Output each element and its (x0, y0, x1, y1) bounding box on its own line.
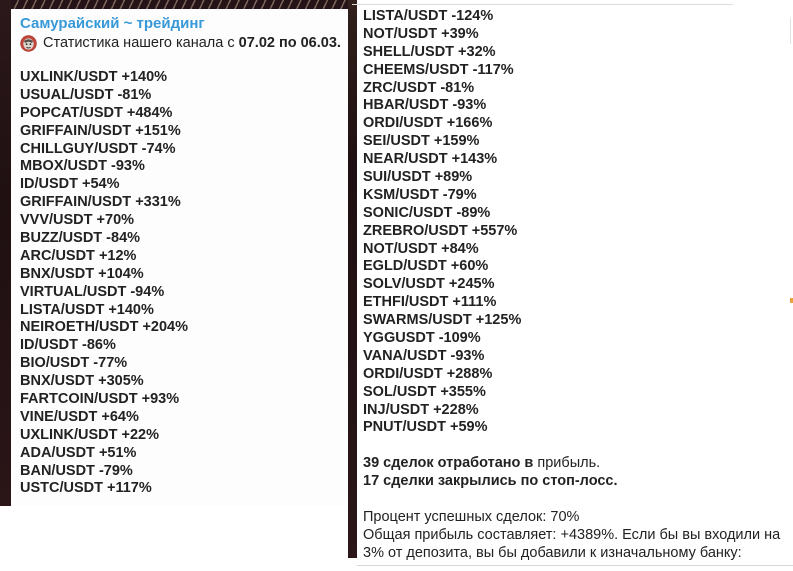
pair-result-line: EGLD/USDT +60% (363, 258, 489, 275)
pair-result-line: ID/USDT -86% (20, 337, 116, 354)
pair-result-line: SWARMS/USDT +125% (363, 312, 522, 329)
screenshot-top-border (352, 4, 733, 5)
pair-result-line: NOT/USDT +84% (363, 240, 479, 257)
pair-result-line: ETHFI/USDT +111% (363, 294, 497, 311)
pair-result-line: NEAR/USDT +143% (363, 151, 498, 168)
pair-result-line: FARTCOIN/USDT +93% (20, 391, 180, 408)
summary-profit-trades: 39 сделок отработано в прибыль. (363, 455, 601, 472)
pair-result-line: KSM/USDT -79% (363, 186, 477, 203)
pair-result-line: CHILLGUY/USDT -74% (20, 140, 176, 157)
pair-result-line: SOLV/USDT +245% (363, 276, 495, 293)
pair-result-line: GRIFFAIN/USDT +151% (20, 122, 181, 139)
pair-result-line: LISTA/USDT +140% (20, 301, 154, 318)
pair-result-line: USTC/USDT +117% (20, 480, 152, 497)
pair-result-line: USUAL/USDT -81% (20, 86, 152, 103)
pair-result-line: ORDI/USDT +166% (363, 115, 493, 132)
pair-result-line: BAN/USDT -79% (20, 462, 133, 479)
subtitle-text: Статистика нашего канала с 07.02 по 06.03. (43, 35, 341, 51)
pair-result-line: MBOX/USDT -93% (20, 158, 145, 175)
samurai-emoji-icon (20, 35, 37, 52)
pair-result-line: INJ/USDT +228% (363, 401, 479, 418)
pair-result-line: ZREBRO/USDT +557% (363, 222, 518, 239)
screenshot-bottom-border (357, 565, 793, 566)
pair-result-line: CHEEMS/USDT -117% (363, 61, 514, 78)
pairs-list-left (20, 69, 348, 498)
chat-background-divider-strip (348, 0, 357, 558)
pair-result-line: SUI/USDT +89% (363, 169, 473, 186)
pair-result-line: PNUT/USDT +59% (363, 419, 488, 436)
pair-result-line: UXLINK/USDT +140% (20, 69, 168, 85)
pair-result-line: VINE/USDT +64% (20, 408, 139, 425)
message-continuation-right (357, 0, 793, 571)
pair-result-line: BNX/USDT +104% (20, 265, 144, 282)
screenshot-right-border (790, 18, 791, 44)
pair-result-line: BIO/USDT -77% (20, 355, 128, 372)
chat-background-left-strip (0, 0, 11, 506)
pair-result-line: VIRTUAL/USDT -94% (20, 283, 165, 300)
chat-background-top-strip (0, 0, 352, 9)
pair-result-line: LISTA/USDT -124% (363, 8, 494, 24)
pairs-list-right (363, 8, 793, 437)
pair-result-line: ZRC/USDT -81% (363, 79, 475, 96)
blank-line (363, 437, 793, 455)
pair-result-line: POPCAT/USDT +484% (20, 104, 173, 121)
pair-result-line: BNX/USDT +305% (20, 373, 144, 390)
channel-name[interactable]: Самурайский ~ трейдинг (20, 15, 205, 32)
pair-result-line: SONIC/USDT -89% (363, 204, 491, 221)
pair-result-line: SEI/USDT +159% (363, 133, 480, 150)
pair-result-line: BUZZ/USDT -84% (20, 230, 141, 247)
pair-result-line: SOL/USDT +355% (363, 383, 486, 400)
pair-result-line: SHELL/USDT +32% (363, 43, 496, 60)
pair-result-line: ID/USDT +54% (20, 176, 120, 193)
blank-line (363, 491, 793, 509)
pair-result-line: NOT/USDT +39% (363, 25, 479, 42)
subtitle-date-range: 07.02 по 06.03. (238, 35, 341, 51)
message-subtitle (20, 34, 348, 53)
pair-result-line: VANA/USDT -93% (363, 347, 485, 364)
summary-total-profit: Общая прибыль составляет: +4389%. Если бы вы входили на (363, 526, 781, 543)
summary-deposit-note: 3% от депозита, вы бы добавили к изначальному банку: (363, 544, 742, 561)
pair-result-line: ADA/USDT +51% (20, 444, 137, 461)
pair-result-line: VVV/USDT +70% (20, 212, 135, 229)
summary-success-rate: Процент успешных сделок: 70% (363, 508, 580, 525)
pair-result-line: GRIFFAIN/USDT +331% (20, 194, 181, 211)
pair-result-line: ARC/USDT +12% (20, 247, 137, 264)
message-bubble-left (11, 9, 348, 506)
pair-result-line: UXLINK/USDT +22% (20, 426, 159, 443)
pair-result-line: ORDI/USDT +288% (363, 365, 493, 382)
pair-result-line: NEIROETH/USDT +204% (20, 319, 189, 336)
pair-result-line: HBAR/USDT -93% (363, 97, 487, 114)
summary-stoploss-trades: 17 сделки закрылись по стоп-лосс. (363, 473, 618, 490)
pair-result-line: YGGUSDT -109% (363, 330, 481, 347)
